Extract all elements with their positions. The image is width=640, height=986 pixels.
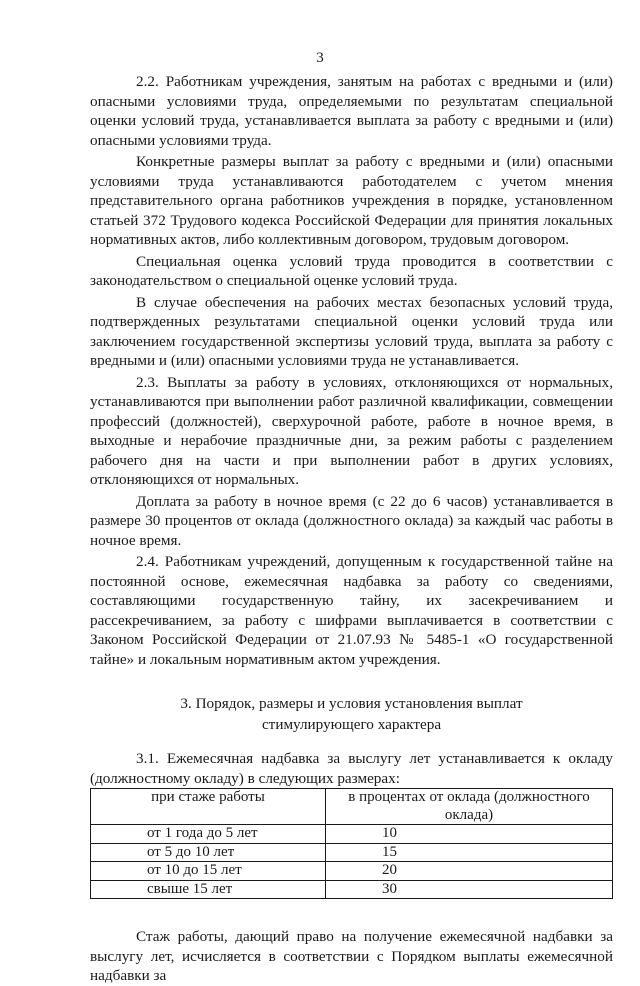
paragraph-2-4: 2.4. Работникам учреждений, допущенным к государственной тайне на постоянной основе, ежемесячная надбавка за работу со сведениями, составляющими государственную тайну, их засекречиванием и рассекречиванием, за работу с шифрами выплачивается в соответствии с Законом Российской Федерации от 21.07.93 № 5485-1 «О государственной тайне» и локальным нормативным актом учреждения. <box>90 553 613 668</box>
table-row <box>91 825 613 844</box>
paragraph-seniority-calculation: Стаж работы, дающий право на получение ежемесячной надбавки за выслугу лет, исчисляется в соответствии с Порядком выплаты ежемесячной надбавки за <box>90 928 613 984</box>
table-row <box>91 880 613 899</box>
table-header-experience: при стаже работы <box>91 789 326 825</box>
paragraph-2-2: 2.2. Работникам учреждения, занятым на работах с вредными и (или) опасными условиями труда, определяемыми по результатам специальной оценки условий труда, устанавливается выплата за работу с вредными и (или) опасными условиями труда. <box>90 73 613 149</box>
document-body <box>90 72 613 986</box>
paragraph-safe-conditions: В случае обеспечения на рабочих местах безопасных условий труда, подтвержденных результатами специальной оценки условий труда или заключением государственной экспертизы условий труда, выплата за работу с вредными и (или) опасными условиями труда не устанавливается. <box>90 293 613 369</box>
seniority-table <box>90 788 613 899</box>
table-header-row <box>91 789 613 825</box>
paragraph-3-1: 3.1. Ежемесячная надбавка за выслугу лет устанавливается к окладу (должностному окладу) в следующих размерах: <box>90 750 613 787</box>
table-cell-percent: 10 <box>326 825 613 844</box>
section-heading <box>90 693 613 735</box>
table-cell-experience: от 10 до 15 лет <box>91 862 326 881</box>
table-cell-experience: свыше 15 лет <box>91 880 326 899</box>
table-row <box>91 843 613 862</box>
table-cell-percent: 20 <box>326 862 613 881</box>
paragraph-night-work: Доплата за работу в ночное время (с 22 до 6 часов) устанавливается в размере 30 процентов от оклада (должностного оклада) за каждый час работы в ночное время. <box>90 492 613 549</box>
section-heading-line-2: стимулирующего характера <box>261 716 442 733</box>
table-cell-experience: от 1 года до 5 лет <box>91 825 326 844</box>
table-cell-experience: от 5 до 10 лет <box>91 843 326 862</box>
table-cell-percent: 15 <box>326 843 613 862</box>
table-row <box>91 862 613 881</box>
section-heading-line-1: 3. Порядок, размеры и условия установления выплат <box>180 695 523 712</box>
paragraph-special-assessment: Специальная оценка условий труда проводится в соответствии с законодательством о специальной оценке условий труда. <box>90 252 613 289</box>
paragraph-2-3: 2.3. Выплаты за работу в условиях, отклоняющихся от нормальных, устанавливаются при выполнении работ различной квалификации, совмещении профессий (должностей), сверхурочной работе, работе в ночное время, в выходные и нерабочие праздничные дни, за режим работы с разделением рабочего дня на части и при выполнении работ в других условиях, отклоняющихся от нормальных. <box>90 373 613 488</box>
table-header-percent: в процентах от оклада (должностного оклада) <box>326 789 613 825</box>
page-number: 3 <box>316 50 324 66</box>
table-cell-percent: 30 <box>326 880 613 899</box>
paragraph-payment-amounts: Конкретные размеры выплат за работу с вредными и (или) опасными условиями труда устанавливаются работодателем с учетом мнения представительного органа работников учреждения в порядке, установленном статьей 372 Трудового кодекса Российской Федерации для принятия локальных нормативных актов, либо коллективным договором, трудовым договором. <box>90 153 613 248</box>
